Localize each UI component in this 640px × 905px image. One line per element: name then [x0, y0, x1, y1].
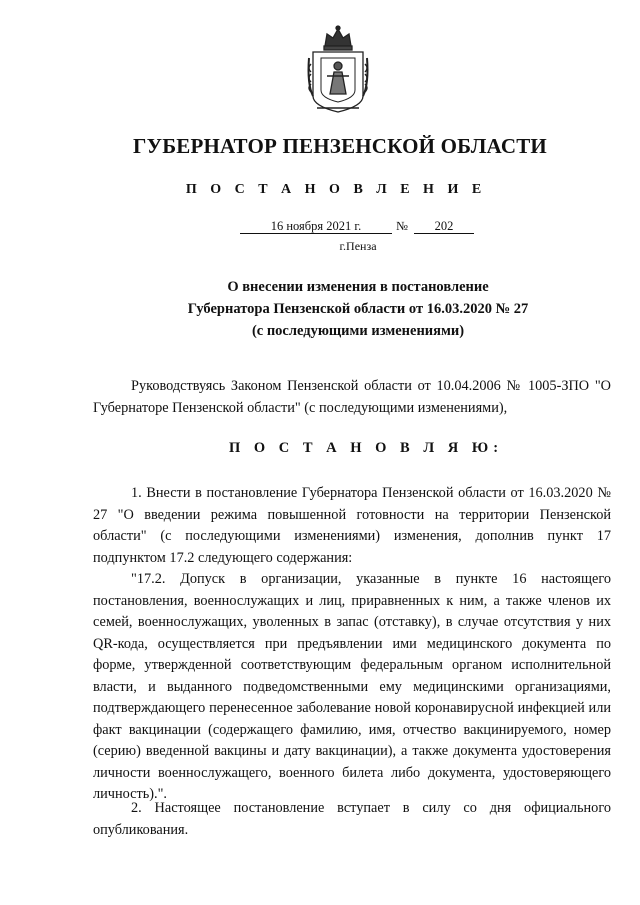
item-17-2-paragraph: "17.2. Допуск в организации, указанные в пункте 16 настоящего постановления, военнослужащих и лиц, приравненных к ним, а также членов их семей, военнослужащих, уволенных в запас (отставку), в случае отсутствия у них QR-кода, осуществляется при предъявлении ими медицинского документа по форме, утвержденной соответствующим федеральным органом исполнительной власти, и выданного подведомственными ему медицинскими организациями, подтверждающего перенесенное заболевание новой коронавирусной инфекцией или факт вакцинации (содержащего фамилию, имя, отчество вакцинируемого, номер (серию) введенной вакцины и дату вакцинации), а также документа удостоверения личности военнослужащего, военного билета либо документа, удостоверяющего личность).".: [93, 571, 611, 802]
title-line-3: (с последующими изменениями): [251, 323, 465, 339]
organization-title: ГУБЕРНАТОР ПЕНЗЕНСКОЙ ОБЛАСТИ: [133, 134, 547, 158]
date-number-line: [240, 219, 474, 234]
coat-of-arms-icon: [305, 24, 371, 116]
basis-paragraph: Руководствуясь Законом Пензенской области от 10.04.2006 № 1005-ЗПО "О Губернаторе Пензенской области" (с последующими изменениями),: [93, 378, 611, 416]
item-2-paragraph: 2. Настоящее постановление вступает в силу со дня официального опубликования.: [93, 800, 611, 838]
decree-heading: П О С Т А Н О В Л Я Ю:: [228, 440, 504, 456]
document-number: 202: [414, 219, 474, 234]
title-line-1: О внесении изменения в постановление: [227, 279, 489, 295]
city: г.Пенза: [339, 239, 377, 253]
number-sign: №: [396, 219, 408, 233]
document-title: [38, 276, 640, 342]
document-date: 16 ноября 2021 г.: [240, 219, 392, 234]
title-line-2: Губернатора Пензенской области от 16.03.2020 № 27: [187, 301, 529, 317]
document-type: П О С Т А Н О В Л Е Н И Е: [185, 182, 487, 197]
item-1-paragraph: 1. Внести в постановление Губернатора Пензенской области от 16.03.2020 № 27 "О введении режима повышенной готовности на территории Пензенской области" (с последующими изменениями) изменения, дополнив пункт 17 подпунктом 17.2 следующего содержания:: [93, 485, 611, 566]
